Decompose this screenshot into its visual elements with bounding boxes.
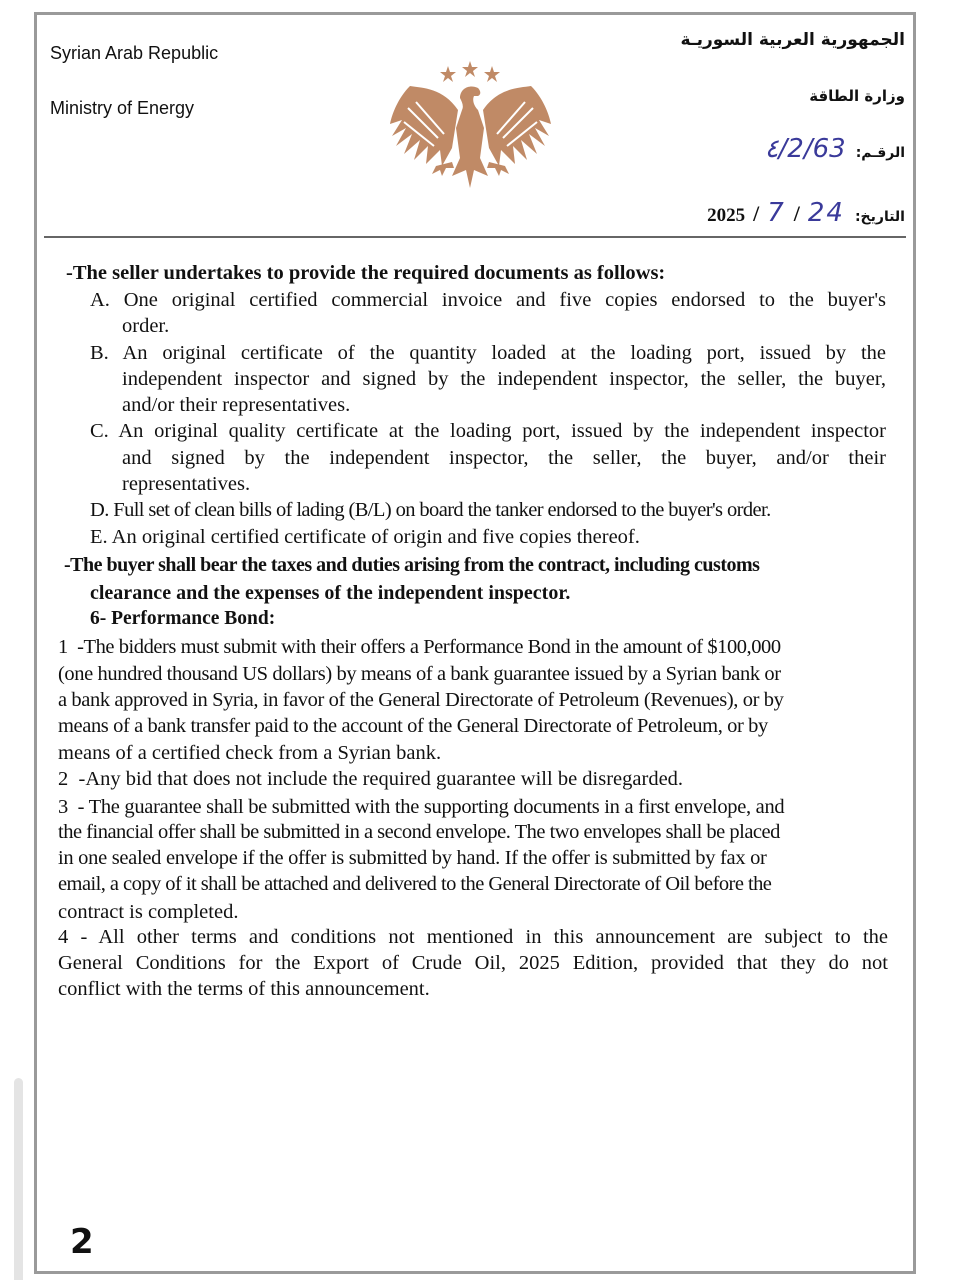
item-text: One original certified commercial invoice and five copies endorsed to the buyer's (123, 289, 887, 311)
scrollbar[interactable] (14, 1078, 23, 1280)
performance-item-1-cont: means of a certified check from a Syrian bank. (58, 742, 442, 764)
buyer-clause: -The buyer shall bear the taxes and duties arising from the contract, including customs (64, 554, 760, 576)
reference-label: الرقـم: (855, 145, 905, 161)
document-item-d (90, 497, 771, 523)
document-item-c-cont: and signed by the independent inspector, the seller, the buyer, and/or their (122, 447, 886, 469)
buyer-clause-cont: clearance and the expenses of the independent inspector. (90, 582, 571, 604)
date-label: التاريخ: (854, 209, 905, 225)
performance-item-4-cont: conflict with the terms of this announcement. (58, 978, 430, 1000)
star-icon (462, 61, 478, 77)
star-icon (484, 66, 500, 82)
seller-heading: -The seller undertakes to provide the required documents as follows: (66, 262, 666, 284)
date-year: 2025 (707, 205, 746, 226)
performance-item-1-cont: a bank approved in Syria, in favor of the General Directorate of Petroleum (Revenues), or by (58, 689, 784, 711)
date-month-handwritten: 7 (767, 198, 786, 228)
country-name-en: Syrian Arab Republic (50, 43, 219, 63)
item-marker: A. (90, 289, 110, 311)
performance-item-3-cont: the financial offer shall be submitted in a second envelope. The two envelopes shall be placed (58, 821, 780, 843)
performance-item-3-cont: in one sealed envelope if the offer is submitted by hand. If the offer is submitted by fax or (58, 847, 767, 869)
document-item-a (90, 287, 886, 313)
item-marker: 2 (58, 768, 69, 790)
item-text: An original certified certificate of origin and five copies thereof. (111, 526, 640, 548)
ministry-name-en: Ministry of Energy (50, 98, 195, 118)
performance-item-4 (58, 924, 888, 950)
item-text: An original quality certificate at the loading port, issued by the independent inspector (118, 420, 886, 442)
page-number-handwritten: 2 (70, 1222, 94, 1262)
document-item-b (90, 340, 886, 366)
item-marker: 3 (58, 796, 68, 818)
reference-number-row (765, 134, 905, 164)
date-separator: / (753, 201, 760, 226)
performance-item-2 (58, 766, 683, 792)
eagle-emblem-icon (388, 58, 553, 198)
performance-item-1-cont: (one hundred thousand US dollars) by means of a bank guarantee issued by a Syrian bank or (58, 663, 781, 685)
item-marker: D. (90, 499, 109, 521)
item-marker: E. (90, 526, 108, 548)
performance-item-4-cont: General Conditions for the Export of Crude Oil, 2025 Edition, provided that they do not (58, 952, 888, 974)
item-marker: B. (90, 342, 109, 364)
performance-item-3 (58, 794, 784, 820)
document-item-c (90, 418, 886, 444)
item-text: Full set of clean bills of lading (B/L) on board the tanker endorsed to the buyer's order. (113, 499, 771, 521)
date-day-handwritten: 24 (807, 198, 845, 228)
performance-item-1 (58, 634, 781, 660)
document-item-b-cont: and/or their representatives. (122, 394, 351, 416)
country-name-ar: الجمهورية العربية السوريـة (680, 30, 905, 50)
item-text: - All other terms and conditions not mentioned in this announcement are subject to the (80, 926, 888, 948)
performance-item-3-cont: email, a copy of it shall be attached and delivered to the General Directorate of Oil before the (58, 873, 772, 895)
date-value (707, 198, 845, 228)
document-item-b-cont: independent inspector and signed by the independent inspector, the seller, the buyer, (122, 368, 886, 390)
item-marker: 1 (58, 636, 68, 658)
item-text: - The guarantee shall be submitted with the supporting documents in a first envelope, and (77, 796, 785, 818)
reference-number-handwritten: ٤/2/63 (764, 134, 846, 164)
date-row (707, 198, 905, 228)
performance-bond-heading: 6- Performance Bond: (90, 608, 276, 629)
item-text: -Any bid that does not include the required guarantee will be disregarded. (78, 768, 684, 790)
ministry-name-ar: وزارة الطاقة (809, 87, 905, 105)
item-marker: 4 (58, 926, 69, 948)
document-item-e (90, 524, 640, 550)
document-item-c-cont: representatives. (122, 473, 251, 495)
performance-item-1-cont: means of a bank transfer paid to the account of the General Directorate of Petroleum, or by (58, 715, 768, 737)
header-divider (44, 236, 906, 238)
item-text: -The bidders must submit with their offers a Performance Bond in the amount of $100,000 (77, 636, 781, 658)
star-icon (440, 66, 456, 82)
item-text: An original certificate of the quantity loaded at the loading port, issued by the (122, 342, 887, 364)
date-separator: / (793, 201, 800, 226)
performance-item-3-cont: contract is completed. (58, 901, 239, 923)
item-marker: C. (90, 420, 109, 442)
document-item-a-cont: order. (122, 315, 170, 337)
